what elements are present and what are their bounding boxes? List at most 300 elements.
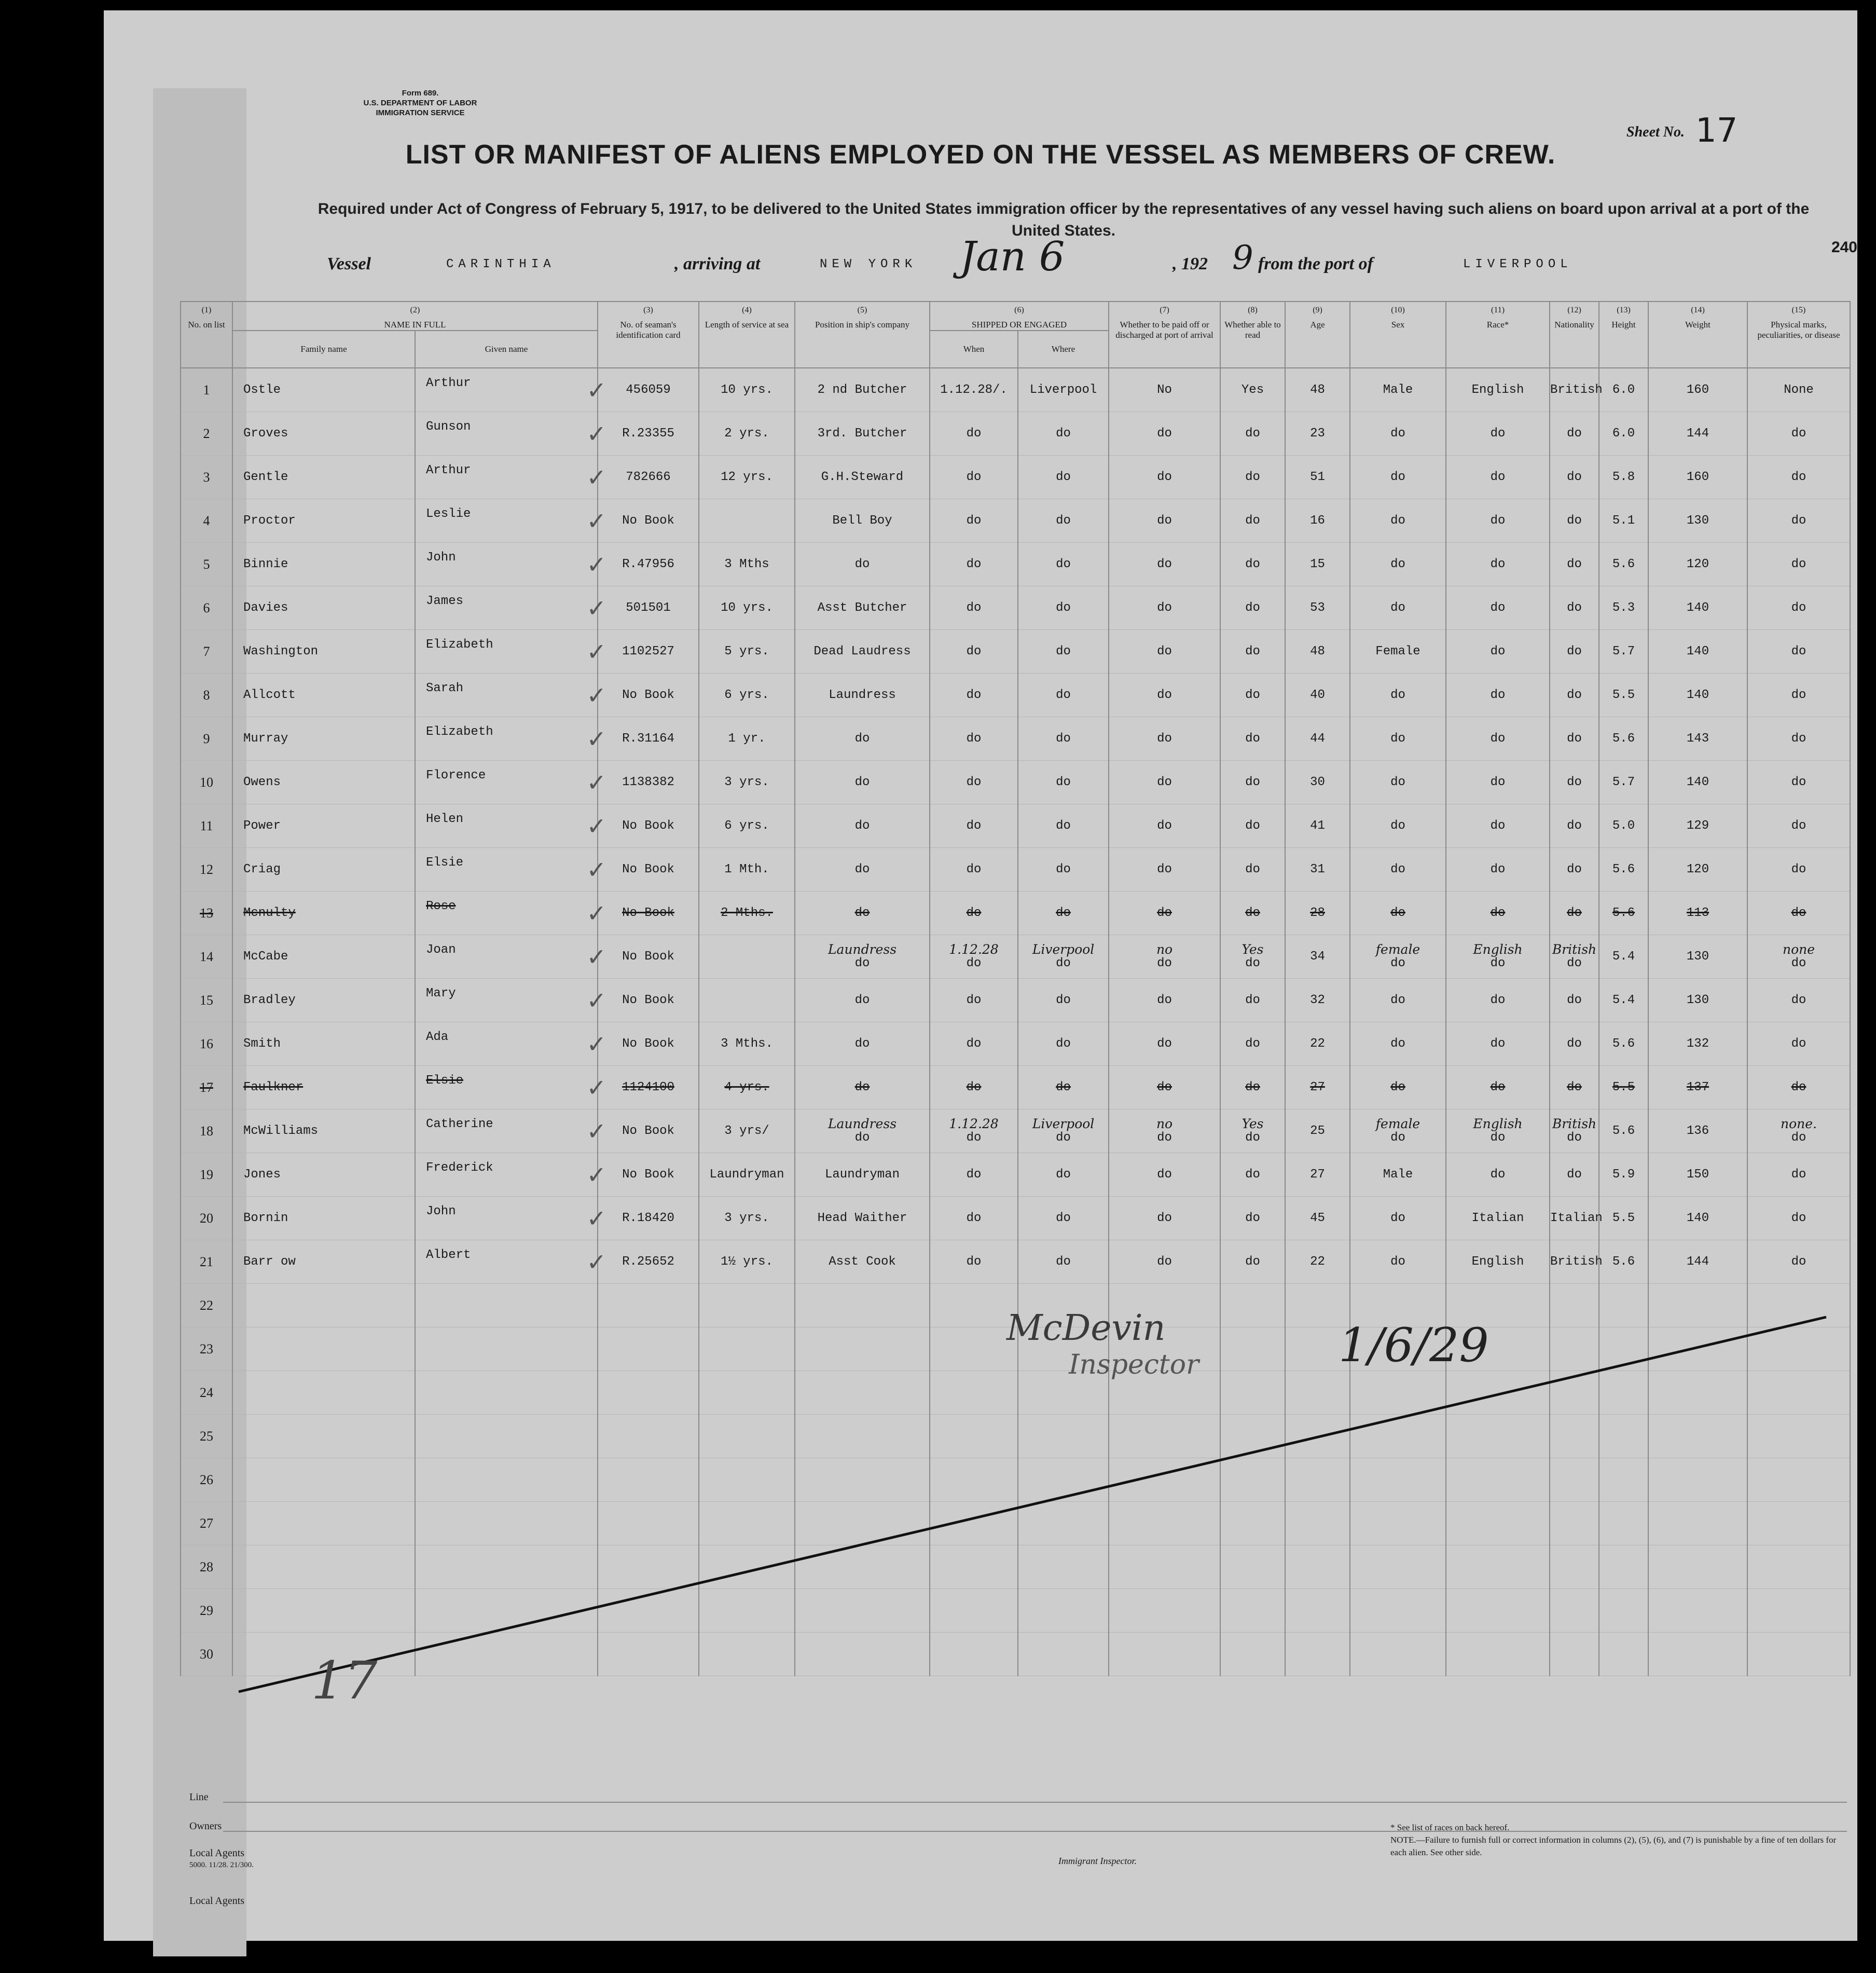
value-age: 44 [1310, 732, 1325, 746]
row-number: 18 [181, 1109, 232, 1153]
check-mark-icon: ✓ [586, 1030, 606, 1058]
check-mark-icon: ✓ [586, 376, 606, 404]
check-mark-icon: ✓ [586, 681, 606, 709]
value-card: 1124100 [622, 1080, 674, 1094]
handwritten-marks: none. [1781, 1116, 1817, 1131]
value-race: do [1490, 557, 1506, 571]
value-weight: 150 [1686, 1168, 1709, 1182]
value-race: do [1490, 427, 1506, 441]
handwritten-paid: no [1156, 942, 1173, 957]
value-read: do [1245, 645, 1260, 659]
value-family: McCabe [243, 950, 288, 964]
row-number: 20 [181, 1197, 232, 1240]
check-mark-icon: ✓ [586, 812, 606, 840]
value-paid: do [1157, 688, 1172, 702]
value-card: R.18420 [622, 1211, 674, 1225]
value-given: Helen [426, 812, 464, 826]
line-rule [223, 1802, 1847, 1803]
row-number: 1 [181, 368, 232, 412]
value-race: do [1490, 514, 1506, 528]
handwritten-sex: female [1375, 942, 1420, 957]
value-height: 6.0 [1612, 383, 1635, 397]
value-height: 5.5 [1612, 1080, 1635, 1094]
value-marks: do [1791, 427, 1806, 441]
value-position: Laundress [829, 688, 896, 702]
value-where: do [1056, 1037, 1071, 1051]
handwritten-race: English [1473, 1116, 1523, 1131]
handwritten-position: Laundress [827, 942, 897, 957]
row-number: 21 [181, 1240, 232, 1284]
col-header-paid: (7) Whether to be paid off or discharged at port of arrival [1109, 302, 1220, 368]
value-where: do [1056, 993, 1071, 1007]
value-sex: do [1390, 1255, 1405, 1269]
row-number: 26 [181, 1458, 232, 1502]
value-card: No Book [622, 950, 674, 964]
value-age: 45 [1310, 1211, 1325, 1225]
form-footer [104, 1775, 1857, 1946]
value-paid: do [1157, 1080, 1172, 1094]
value-service: 10 yrs. [721, 383, 773, 397]
value-position: do [854, 557, 870, 571]
value-position: do [854, 1131, 870, 1145]
value-nationality: do [1567, 1080, 1582, 1094]
value-service: 4 yrs. [724, 1080, 769, 1094]
footer-notes [1390, 1821, 1847, 1859]
value-family: Owens [243, 775, 281, 789]
col-header-read: (8) Whether able to read [1220, 302, 1285, 368]
value-height: 6.0 [1612, 427, 1635, 441]
col-header-age: (9) Age [1285, 302, 1350, 368]
value-given: Rose [426, 899, 456, 913]
value-given: John [426, 1204, 456, 1218]
row-number: 3 [181, 456, 232, 499]
value-when: do [966, 514, 982, 528]
value-nationality: do [1567, 557, 1582, 571]
value-weight: 140 [1686, 601, 1709, 615]
value-sex: do [1390, 557, 1405, 571]
value-marks: do [1791, 601, 1806, 615]
value-height: 5.1 [1612, 514, 1635, 528]
col-header-nationality: (12) Nationality [1550, 302, 1599, 368]
value-height: 5.5 [1612, 688, 1635, 702]
sheet-value: 17 [1695, 112, 1738, 150]
value-marks: do [1791, 557, 1806, 571]
value-where: do [1056, 775, 1071, 789]
value-position: 2 nd Butcher [817, 383, 907, 397]
value-given: Leslie [426, 506, 471, 521]
value-family: Mcnulty [243, 906, 296, 920]
value-given: James [426, 594, 464, 608]
value-paid: do [1157, 906, 1172, 920]
value-family: Power [243, 819, 281, 833]
value-nationality: do [1567, 956, 1582, 970]
value-weight: 120 [1686, 557, 1709, 571]
value-height: 5.6 [1612, 906, 1635, 920]
check-mark-icon: ✓ [586, 506, 606, 535]
value-position: do [854, 906, 870, 920]
value-position: 3rd. Butcher [817, 427, 907, 441]
value-card: No Book [622, 906, 674, 920]
value-given: Gunson [426, 419, 471, 434]
value-weight: 144 [1686, 1255, 1709, 1269]
value-marks: do [1791, 645, 1806, 659]
value-race: do [1490, 1037, 1506, 1051]
value-age: 28 [1310, 906, 1325, 920]
value-family: Jones [243, 1168, 281, 1182]
value-card: R.47956 [622, 557, 674, 571]
value-read: do [1245, 514, 1260, 528]
value-race: do [1490, 688, 1506, 702]
value-family: Bradley [243, 993, 296, 1007]
value-service: 3 yrs/ [724, 1124, 769, 1138]
value-position: Dead Laudress [813, 645, 911, 659]
check-mark-icon: ✓ [586, 1248, 606, 1276]
value-card: No Book [622, 1124, 674, 1138]
value-position: do [854, 993, 870, 1007]
value-read: do [1245, 1168, 1260, 1182]
value-sex: do [1390, 688, 1405, 702]
value-height: 5.6 [1612, 732, 1635, 746]
value-card: 1138382 [622, 775, 674, 789]
value-paid: do [1157, 1211, 1172, 1225]
value-nationality: do [1567, 470, 1582, 484]
value-paid: do [1157, 1168, 1172, 1182]
value-sex: do [1390, 470, 1405, 484]
value-paid: do [1157, 819, 1172, 833]
col-header-race: (11) Race* [1446, 302, 1550, 368]
value-service: 3 yrs. [724, 775, 769, 789]
value-family: Proctor [243, 514, 296, 528]
value-marks: do [1791, 1131, 1806, 1145]
department: U.S. DEPARTMENT OF LABOR [363, 99, 477, 107]
value-where: do [1056, 645, 1071, 659]
value-age: 34 [1310, 950, 1325, 964]
value-sex: do [1390, 775, 1405, 789]
value-marks: do [1791, 993, 1806, 1007]
value-paid: do [1157, 732, 1172, 746]
value-age: 15 [1310, 557, 1325, 571]
value-weight: 144 [1686, 427, 1709, 441]
value-weight: 113 [1686, 906, 1709, 920]
inspector-signature-title: Inspector [1069, 1349, 1199, 1380]
value-nationality: do [1567, 601, 1582, 615]
row-number: 10 [181, 761, 232, 804]
value-nationality: do [1567, 775, 1582, 789]
value-card: No Book [622, 1037, 674, 1051]
value-position: do [854, 819, 870, 833]
value-sex: do [1390, 956, 1405, 970]
check-mark-icon: ✓ [586, 724, 606, 753]
value-weight: 132 [1686, 1037, 1709, 1051]
value-race: do [1490, 1168, 1506, 1182]
value-position: Bell Boy [832, 514, 892, 528]
value-position: do [854, 732, 870, 746]
value-when: do [966, 906, 982, 920]
arriving-label: , arriving at [674, 254, 761, 273]
value-where: do [1056, 819, 1071, 833]
value-marks: do [1791, 470, 1806, 484]
value-card: No Book [622, 862, 674, 876]
col-header-service: (4) Length of service at sea [699, 302, 795, 368]
value-read: do [1245, 819, 1260, 833]
value-sex: do [1390, 1211, 1405, 1225]
value-given: Elsie [426, 1073, 464, 1088]
value-read: do [1245, 993, 1260, 1007]
value-read: do [1245, 732, 1260, 746]
value-nationality: do [1567, 862, 1582, 876]
col-header-sex: (10) Sex [1350, 302, 1446, 368]
value-when: do [966, 645, 982, 659]
value-family: Smith [243, 1037, 281, 1051]
check-mark-icon: ✓ [586, 1160, 606, 1189]
value-where: do [1056, 427, 1071, 441]
value-race: Italian [1471, 1211, 1524, 1225]
local-agents-label-2: Local Agents [189, 1895, 245, 1907]
value-read: do [1245, 601, 1260, 615]
value-weight: 140 [1686, 645, 1709, 659]
value-given: Florence [426, 768, 486, 783]
value-where: do [1056, 862, 1071, 876]
value-when: do [966, 1131, 982, 1145]
row-number: 14 [181, 935, 232, 979]
value-sex: do [1390, 1131, 1405, 1145]
value-marks: do [1791, 862, 1806, 876]
value-when: do [966, 1211, 982, 1225]
line-label: Line [189, 1791, 209, 1803]
value-sex: do [1390, 427, 1405, 441]
handwritten-where: Liverpool [1032, 1116, 1095, 1131]
value-paid: do [1157, 514, 1172, 528]
value-age: 41 [1310, 819, 1325, 833]
value-weight: 140 [1686, 688, 1709, 702]
value-read: do [1245, 775, 1260, 789]
value-card: No Book [622, 993, 674, 1007]
value-age: 51 [1310, 470, 1325, 484]
row-number: 12 [181, 848, 232, 892]
row-number: 7 [181, 630, 232, 674]
value-paid: do [1157, 775, 1172, 789]
value-read: do [1245, 427, 1260, 441]
value-service: 3 Mths [724, 557, 769, 571]
handwritten-nationality: British [1552, 942, 1597, 957]
handwritten-when: 1.12.28 [949, 1116, 999, 1131]
value-where: do [1056, 557, 1071, 571]
value-marks: do [1791, 514, 1806, 528]
col-header-marks: (15) Physical marks, peculiarities, or disease [1747, 302, 1850, 368]
value-height: 5.7 [1612, 645, 1635, 659]
value-paid: do [1157, 956, 1172, 970]
value-family: Groves [243, 427, 288, 441]
value-age: 40 [1310, 688, 1325, 702]
check-mark-icon: ✓ [586, 986, 606, 1015]
value-position: Head Waither [817, 1211, 907, 1225]
value-paid: do [1157, 862, 1172, 876]
value-race: do [1490, 906, 1506, 920]
local-agents-label: Local Agents [189, 1847, 245, 1859]
value-position: do [854, 862, 870, 876]
arriving-port: NEW YORK [820, 257, 917, 271]
row-number: 13 [181, 892, 232, 935]
check-mark-icon: ✓ [586, 1073, 606, 1102]
value-height: 5.9 [1612, 1168, 1635, 1182]
service: IMMIGRATION SERVICE [376, 108, 465, 117]
value-marks: do [1791, 906, 1806, 920]
value-nationality: do [1567, 645, 1582, 659]
value-read: do [1245, 906, 1260, 920]
row-number: 19 [181, 1153, 232, 1197]
value-sex: do [1390, 601, 1405, 615]
value-given: Sarah [426, 681, 464, 695]
value-marks: do [1791, 1080, 1806, 1094]
value-when: do [966, 470, 982, 484]
row-number: 15 [181, 979, 232, 1022]
handwritten-race: English [1473, 942, 1523, 957]
value-height: 5.4 [1612, 950, 1635, 964]
value-nationality: do [1567, 514, 1582, 528]
col-header-family: Family name [232, 331, 415, 368]
value-given: Albert [426, 1248, 471, 1262]
value-when: do [966, 956, 982, 970]
value-nationality: do [1567, 1037, 1582, 1051]
stamp-number: 240 [1831, 239, 1857, 256]
value-race: English [1471, 383, 1524, 397]
value-age: 25 [1310, 1124, 1325, 1138]
check-mark-icon: ✓ [586, 899, 606, 927]
value-given: Mary [426, 986, 456, 1001]
value-service: 6 yrs. [724, 688, 769, 702]
value-read: do [1245, 1255, 1260, 1269]
value-when: do [966, 688, 982, 702]
col-header-no: (1) No. on list [181, 302, 232, 368]
value-race: do [1490, 775, 1506, 789]
check-mark-icon: ✓ [586, 594, 606, 622]
value-service: 1 Mth. [724, 862, 769, 876]
value-where: do [1056, 688, 1071, 702]
value-when: do [966, 427, 982, 441]
value-read: do [1245, 1037, 1260, 1051]
value-height: 5.3 [1612, 601, 1635, 615]
value-age: 27 [1310, 1080, 1325, 1094]
value-when: do [966, 601, 982, 615]
value-where: do [1056, 601, 1071, 615]
row-number: 27 [181, 1502, 232, 1545]
vessel-label: Vessel [327, 254, 371, 273]
value-nationality: do [1567, 993, 1582, 1007]
value-given: Elsie [426, 855, 464, 870]
value-where: do [1056, 514, 1071, 528]
value-family: Bornin [243, 1211, 288, 1225]
value-read: do [1245, 470, 1260, 484]
row-number: 23 [181, 1327, 232, 1371]
value-read: do [1245, 1131, 1260, 1145]
value-given: Frederick [426, 1160, 493, 1175]
value-where: do [1056, 470, 1071, 484]
vessel-name: CARINTHIA [446, 257, 556, 271]
handwritten-read: Yes [1242, 942, 1264, 957]
value-marks: do [1791, 1211, 1806, 1225]
value-position: Laundryman [824, 1168, 900, 1182]
handwritten-sex: female [1375, 1116, 1420, 1131]
from-label: from the port of [1258, 254, 1373, 273]
value-given: Arthur [426, 376, 471, 390]
value-service: 2 Mths. [721, 906, 773, 920]
value-nationality: do [1567, 819, 1582, 833]
value-race: do [1490, 732, 1506, 746]
value-card: 501501 [626, 601, 671, 615]
value-nationality: do [1567, 1168, 1582, 1182]
note-penalty: NOTE.—Failure to furnish full or correct information in columns (2), (5), (6), and (7) is punishable by a fine of ten dollars for each alien. See other side. [1390, 1835, 1837, 1857]
value-paid: do [1157, 1131, 1172, 1145]
check-mark-icon: ✓ [586, 1117, 606, 1145]
value-where: do [1056, 732, 1071, 746]
value-height: 5.6 [1612, 1124, 1635, 1138]
row-number: 5 [181, 543, 232, 586]
value-family: Barr ow [243, 1255, 296, 1269]
check-mark-icon: ✓ [586, 637, 606, 666]
value-family: Faulkner [243, 1080, 304, 1094]
value-when: do [966, 1037, 982, 1051]
value-where: Liverpool [1029, 383, 1097, 397]
value-given: Ada [426, 1030, 449, 1044]
value-sex: do [1390, 1080, 1405, 1094]
check-mark-icon: ✓ [586, 1204, 606, 1232]
value-card: No Book [622, 819, 674, 833]
value-age: 16 [1310, 514, 1325, 528]
row-number: 6 [181, 586, 232, 630]
value-nationality: do [1567, 427, 1582, 441]
value-weight: 136 [1686, 1124, 1709, 1138]
value-when: do [966, 732, 982, 746]
value-marks: do [1791, 775, 1806, 789]
value-weight: 143 [1686, 732, 1709, 746]
value-given: Elizabeth [426, 637, 493, 652]
value-card: 456059 [626, 383, 671, 397]
check-mark-icon: ✓ [586, 550, 606, 579]
inspection-date: 1/6/29 [1339, 1318, 1489, 1373]
col-header-shipped: (6) SHIPPED OR ENGAGED [930, 302, 1109, 331]
col-header-given: Given name [415, 331, 598, 368]
value-weight: 140 [1686, 1211, 1709, 1225]
value-read: Yes [1241, 383, 1264, 397]
value-height: 5.6 [1612, 862, 1635, 876]
row-number: 17 [181, 1066, 232, 1109]
value-race: do [1490, 1131, 1506, 1145]
value-family: McWilliams [243, 1124, 319, 1138]
value-sex: do [1390, 862, 1405, 876]
row-number: 2 [181, 412, 232, 456]
value-card: No Book [622, 1168, 674, 1182]
value-age: 48 [1310, 383, 1325, 397]
value-height: 5.6 [1612, 1255, 1635, 1269]
value-sex: do [1390, 993, 1405, 1007]
value-where: do [1056, 956, 1071, 970]
value-height: 5.5 [1612, 1211, 1635, 1225]
value-weight: 130 [1686, 993, 1709, 1007]
value-when: do [966, 862, 982, 876]
value-paid: do [1157, 1255, 1172, 1269]
value-marks: do [1791, 1255, 1806, 1269]
row-number: 11 [181, 804, 232, 848]
value-position: G.H.Steward [821, 470, 904, 484]
owners-label: Owners [189, 1820, 222, 1832]
value-card: 782666 [626, 470, 671, 484]
value-service: 1 yr. [728, 732, 766, 746]
value-where: do [1056, 1131, 1071, 1145]
value-nationality: do [1567, 688, 1582, 702]
value-race: do [1490, 1080, 1506, 1094]
note-races: * See list of races on back hereof. [1390, 1823, 1510, 1832]
value-marks: do [1791, 1037, 1806, 1051]
